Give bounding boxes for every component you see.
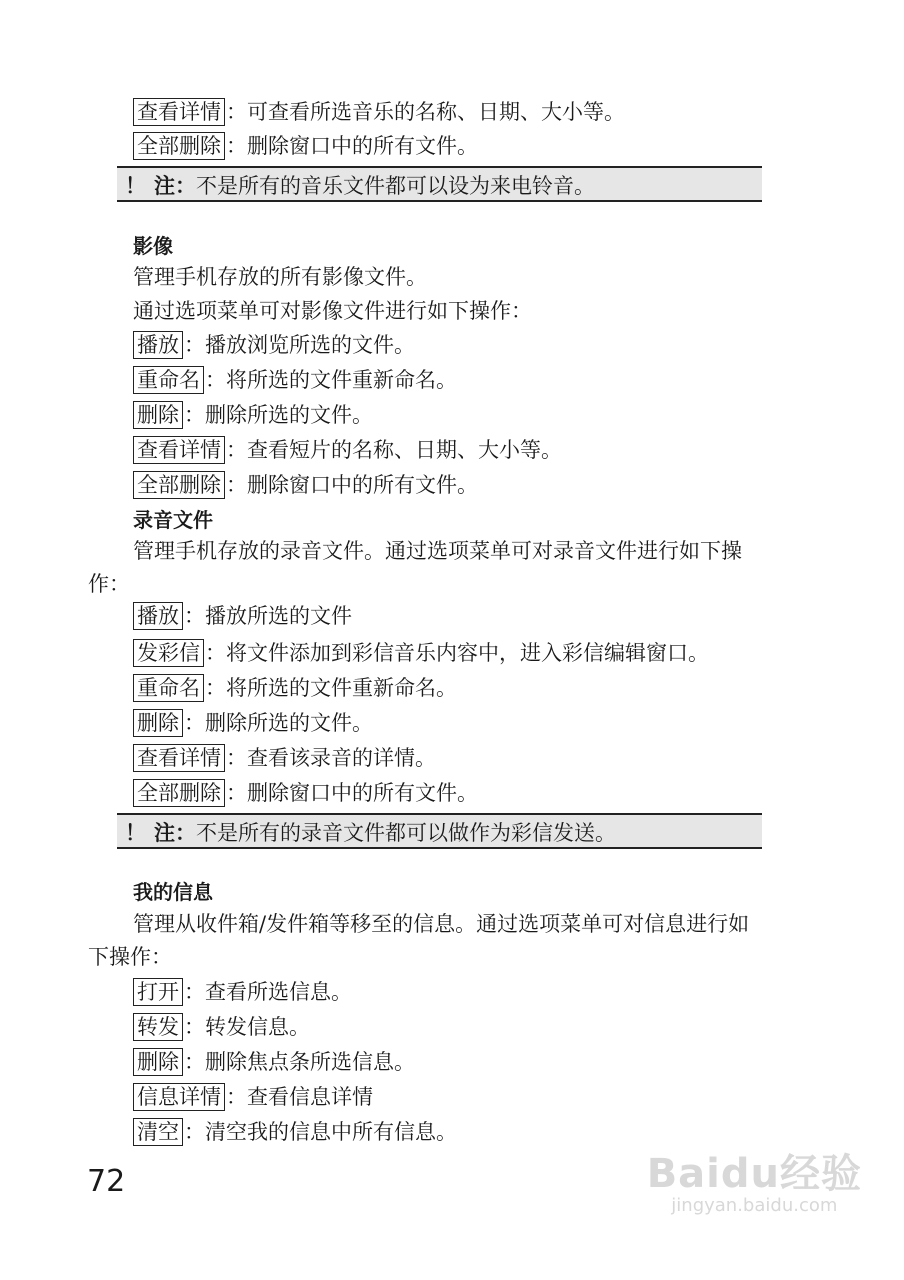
menu-desc: ：删除所选的文件。	[184, 711, 373, 735]
recording-op-play	[133, 601, 352, 631]
messages-intro-2: 下操作：	[88, 945, 172, 969]
note-label: 注：	[154, 821, 196, 845]
menu-key: 全部删除	[133, 132, 225, 160]
recording-op-rename	[133, 673, 457, 703]
menu-desc: ：将文件添加到彩信音乐内容中，进入彩信编辑窗口。	[205, 641, 709, 665]
recording-op-details	[133, 743, 436, 773]
menu-key: 全部删除	[133, 779, 225, 807]
music-op-delete-all	[133, 131, 478, 161]
image-intro-1: 管理手机存放的所有影像文件。	[133, 265, 427, 289]
recording-intro-1: 管理手机存放的录音文件。通过选项菜单可对录音文件进行如下操	[133, 539, 742, 563]
menu-desc: ：播放浏览所选的文件。	[184, 333, 415, 357]
note-text: 不是所有的录音文件都可以做作为彩信发送。	[196, 821, 616, 845]
music-op-details	[133, 97, 625, 127]
menu-desc: ：转发信息。	[184, 1015, 310, 1039]
menu-desc: ：删除窗口中的所有文件。	[226, 134, 478, 158]
watermark-url: jingyan.baidu.com	[671, 1195, 838, 1216]
note-recording	[117, 813, 762, 849]
menu-key: 重命名	[133, 674, 204, 702]
menu-key: 信息详情	[133, 1083, 225, 1111]
section-heading-recording: 录音文件	[133, 508, 213, 532]
menu-desc: ：将所选的文件重新命名。	[205, 676, 457, 700]
menu-desc: ：查看该录音的详情。	[226, 746, 436, 770]
image-op-rename	[133, 365, 457, 395]
note-label: 注：	[154, 174, 196, 198]
watermark-brand: Baidu经验	[646, 1151, 862, 1197]
menu-desc: ：删除所选的文件。	[184, 403, 373, 427]
menu-desc: ：将所选的文件重新命名。	[205, 368, 457, 392]
image-op-play	[133, 330, 415, 360]
warning-icon: ！	[125, 174, 146, 198]
baidu-watermark	[647, 1142, 862, 1216]
menu-key: 删除	[133, 401, 183, 429]
messages-intro-1: 管理从收件箱/发件箱等移至的信息。通过选项菜单可对信息进行如	[133, 912, 750, 936]
menu-desc: ：删除焦点条所选信息。	[184, 1050, 415, 1074]
menu-key: 删除	[133, 1048, 183, 1076]
messages-op-details	[133, 1082, 373, 1112]
note-text: 不是所有的音乐文件都可以设为来电铃音。	[196, 174, 595, 198]
image-intro-2: 通过选项菜单可对影像文件进行如下操作：	[133, 299, 532, 323]
menu-key: 打开	[133, 978, 183, 1006]
section-heading-messages: 我的信息	[133, 880, 213, 904]
menu-desc: ：清空我的信息中所有信息。	[184, 1120, 457, 1144]
menu-key: 播放	[133, 331, 183, 359]
menu-key: 播放	[133, 602, 183, 630]
messages-op-forward	[133, 1012, 310, 1042]
messages-op-delete	[133, 1047, 415, 1077]
recording-op-delete	[133, 708, 373, 738]
section-heading-image: 影像	[133, 234, 173, 258]
recording-op-delete-all	[133, 778, 478, 808]
image-op-delete	[133, 400, 373, 430]
menu-key: 发彩信	[133, 639, 204, 667]
menu-desc: ：查看信息详情	[226, 1085, 373, 1109]
menu-desc: ：查看短片的名称、日期、大小等。	[226, 438, 562, 462]
messages-op-open	[133, 977, 352, 1007]
menu-key: 重命名	[133, 366, 204, 394]
messages-op-clear	[133, 1117, 457, 1147]
image-op-details	[133, 435, 562, 465]
warning-icon: ！	[125, 821, 146, 845]
menu-key: 清空	[133, 1118, 183, 1146]
menu-key: 查看详情	[133, 744, 225, 772]
menu-desc: ：查看所选信息。	[184, 980, 352, 1004]
page-number: 72	[87, 1164, 126, 1199]
note-music	[117, 166, 762, 202]
menu-key: 全部删除	[133, 471, 225, 499]
menu-key: 查看详情	[133, 98, 225, 126]
menu-desc: ：删除窗口中的所有文件。	[226, 473, 478, 497]
image-op-delete-all	[133, 470, 478, 500]
menu-desc: ：播放所选的文件	[184, 604, 352, 628]
menu-desc: ：删除窗口中的所有文件。	[226, 781, 478, 805]
menu-desc: ：可查看所选音乐的名称、日期、大小等。	[226, 100, 625, 124]
menu-key: 转发	[133, 1013, 183, 1041]
recording-intro-2: 作：	[88, 572, 130, 596]
menu-key: 查看详情	[133, 436, 225, 464]
menu-key: 删除	[133, 709, 183, 737]
recording-op-mms	[133, 638, 709, 668]
